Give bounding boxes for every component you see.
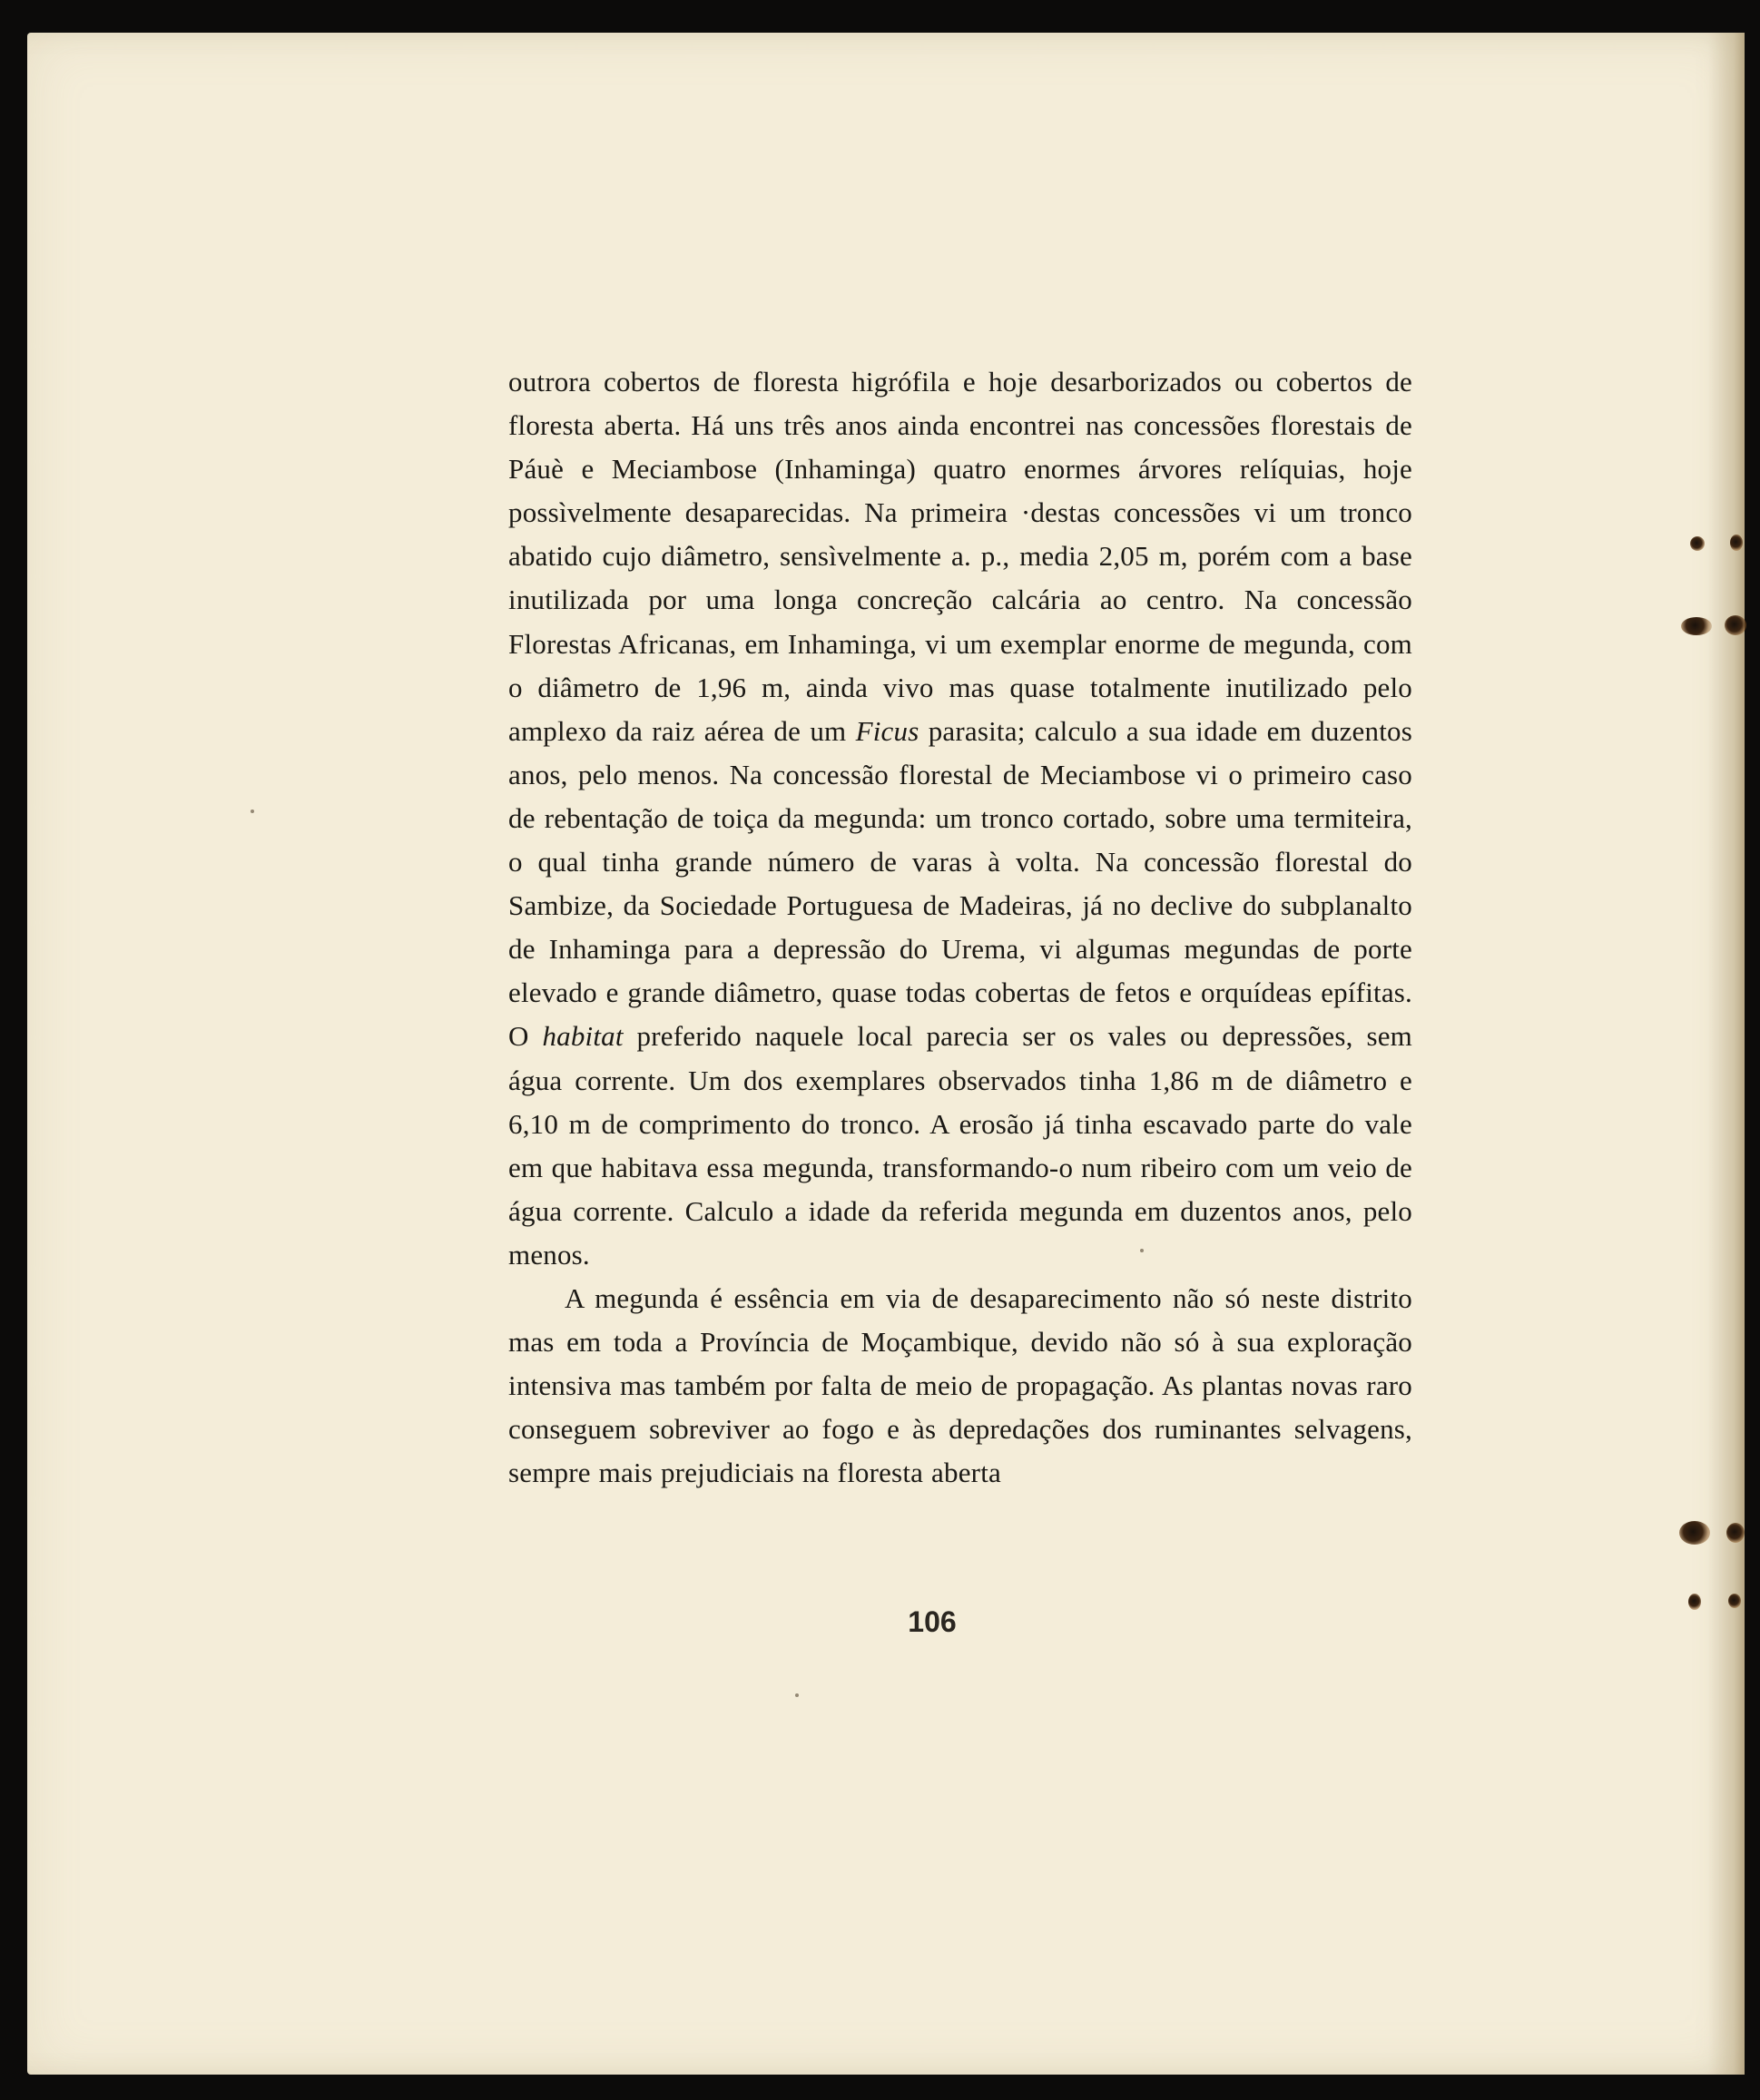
book-page [27, 33, 1745, 2075]
page-edge-shadow [1708, 33, 1745, 2075]
paper-speck [795, 1693, 799, 1697]
paragraph-1 [508, 360, 1412, 1277]
paper-speck [1140, 1249, 1144, 1252]
binding-hole-mark [1725, 615, 1746, 635]
binding-hole-mark [1679, 1521, 1710, 1545]
binding-hole-mark [1730, 535, 1743, 551]
paper-speck [251, 810, 254, 813]
text-segment: outrora cobertos de floresta higrófila e hoje desarborizados ou cobertos de floresta aberta. Há uns três anos ainda encontrei nas concessões florestais de Páuè e Meciambose (Inhaminga) quatro enormes árvores relíquias, hoje possìvelmente desaparecidas. Na primeira ·destas concessões vi um tronco abatido cujo diâmetro, sensìvelmente a. p., media 2,05 m, porém com a base inutilizada por uma longa concreção calcária ao centro. Na concessão Florestas Africanas, em Inhaminga, vi um exemplar enorme de megunda, com o diâmetro de 1,96 m, ainda vivo mas quase totalmente inutilizado pelo amplexo da raiz aérea de um [508, 366, 1412, 747]
body-text [508, 360, 1412, 1495]
page-number: 106 [908, 1605, 957, 1638]
italic-term-ficus: Ficus [855, 714, 919, 747]
binding-hole-mark [1726, 1523, 1745, 1543]
text-segment: parasita; calculo a sua idade em duzentos anos, pelo menos. Na concessão florestal de Meciambose vi o primeiro caso de rebentação de toiça da megunda: um tronco cortado, sobre uma termiteira, o qual tinha grande número de varas à volta. Na concessão florestal do Sambize, da Sociedade Portuguesa de Madeiras, já no declive do subplanalto de Inhaminga para a depressão do Urema, vi algumas megundas de porte elevado e grande diâmetro, quase todas cobertas de fetos e orquídeas epífitas. O [508, 714, 1412, 1053]
italic-term-habitat: habitat [542, 1020, 624, 1053]
binding-hole-mark [1681, 617, 1712, 635]
text-segment: A megunda é essência em via de desaparecimento não só neste distrito mas em toda a Província de Moçambique, devido não só à sua exploração intensiva mas também por falta de meio de propagação. As plantas novas raro conseguem sobreviver ao fogo e às depredações dos ruminantes selvagens, sempre mais prejudiciais na floresta aberta [508, 1281, 1412, 1489]
binding-hole-mark [1690, 536, 1705, 551]
paragraph-2 [508, 1277, 1412, 1495]
binding-hole-mark [1688, 1594, 1701, 1610]
binding-hole-mark [1728, 1594, 1741, 1608]
text-segment: preferido naquele local parecia ser os vales ou depressões, sem água corrente. Um dos exemplares observados tinha 1,86 m de diâmetro e 6,10 m de comprimento do tronco. A erosão já tinha escavado parte do vale em que habitava essa megunda, transformando-o num ribeiro com um veio de água corrente. Calculo a idade da referida megunda em duzentos anos, pelo menos. [508, 1020, 1412, 1271]
